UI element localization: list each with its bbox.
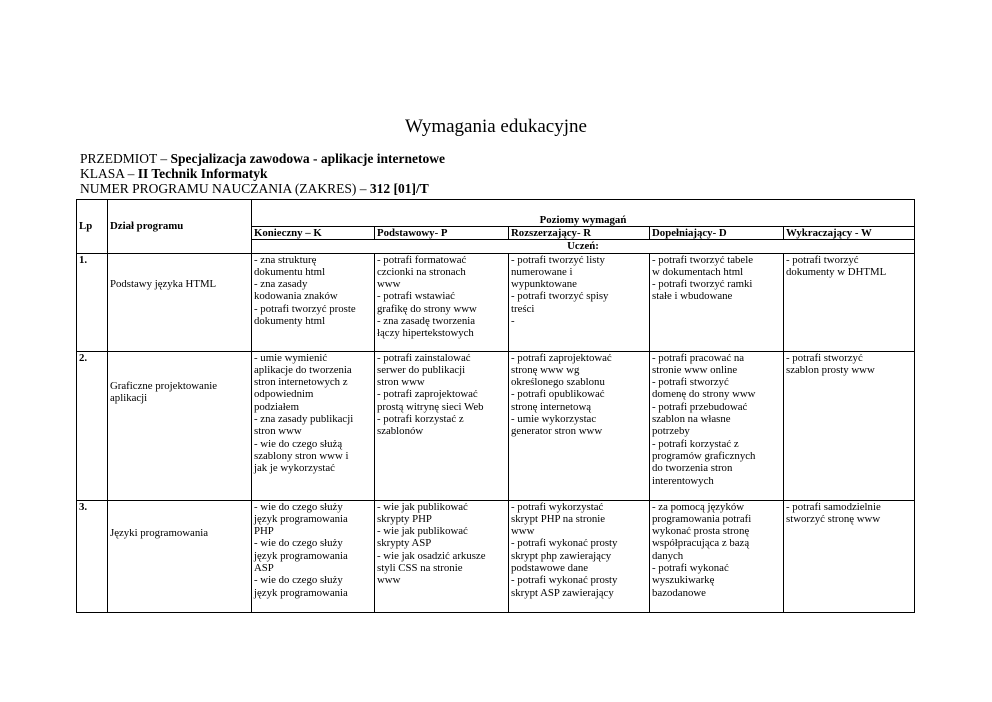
table-row	[77, 500, 915, 612]
requirement-line: generator stron www	[511, 425, 603, 438]
requirement-line: podstawowe dane	[511, 562, 589, 575]
requirement-line: treści	[511, 302, 535, 315]
requirement-line: aplikacje do tworzenia	[254, 363, 352, 376]
requirement-line: - umie wykorzystac	[511, 413, 597, 426]
requirement-line: numerowane i	[511, 265, 573, 278]
requirement-cell-r	[509, 351, 650, 500]
requirement-cell-r	[509, 253, 650, 351]
level-header-r: Rozszerzający- R	[509, 227, 650, 240]
requirement-line: - potrafi zainstalować	[377, 351, 471, 364]
requirement-line: - potrafi tworzyć spisy	[511, 290, 609, 303]
row-number: 2.	[77, 351, 108, 500]
requirement-line: - zna strukturę	[254, 253, 317, 266]
requirement-line: - umie wymienić	[254, 351, 328, 364]
requirement-line: w dokumentach html	[652, 265, 744, 278]
requirement-cell-k	[252, 351, 375, 500]
requirement-line: język programowania	[254, 512, 348, 525]
requirement-line: stron www	[377, 376, 425, 389]
section-name-text: Podstawy języka HTML	[110, 277, 217, 290]
requirement-line: - potrafi wstawiać	[377, 290, 455, 303]
program-label: NUMER PROGRAMU NAUCZANIA (ZAKRES) –	[80, 181, 370, 196]
requirement-line: stronę www wg	[511, 363, 580, 376]
section-name	[108, 351, 252, 500]
requirement-line: - potrafi formatować	[377, 253, 467, 266]
requirement-line: - wie jak publikować	[377, 525, 468, 538]
requirement-line: szablony stron www i	[254, 449, 349, 462]
level-header-k: Konieczny – K	[252, 227, 375, 240]
requirement-line: potrzeby	[652, 425, 690, 438]
requirement-line: - wie do czego służy	[254, 574, 343, 587]
lp-header: Lp	[77, 200, 108, 254]
row-number: 1.	[77, 253, 108, 351]
requirement-line: łączy hipertekstowych	[377, 327, 474, 340]
requirement-line: www	[377, 574, 401, 587]
requirement-line: skrypt ASP zawierający	[511, 586, 614, 599]
requirement-line: - zna zasady publikacji	[254, 413, 354, 426]
requirement-line: współpracująca z bazą	[652, 537, 750, 550]
requirement-line: prostą witrynę sieci Web	[377, 400, 484, 413]
requirement-line: - wie do czego służą	[254, 437, 343, 450]
requirement-line: - potrafi tworzyć tabele	[652, 253, 754, 266]
requirement-cell-d	[650, 351, 784, 500]
requirement-cell-w	[784, 500, 915, 612]
requirement-line: interentowych	[652, 474, 714, 487]
requirement-line: - potrafi korzystać z	[377, 413, 464, 426]
requirement-line: bazodanowe	[652, 586, 706, 599]
requirement-line: odpowiednim	[254, 388, 314, 401]
requirement-line: styli CSS na stronie	[377, 562, 463, 575]
requirement-line: ASP	[254, 562, 274, 575]
requirement-line: określonego szablonu	[511, 376, 605, 389]
requirement-line: - za pomocą języków	[652, 500, 745, 513]
requirement-line: wykonać prosta stronę	[652, 525, 750, 538]
requirement-line: - potrafi tworzyć proste	[254, 302, 356, 315]
requirement-line: - zna zasadę tworzenia	[377, 315, 476, 328]
requirement-line: - potrafi pracować na	[652, 351, 745, 364]
requirement-line: - potrafi wykonać	[652, 562, 729, 575]
requirement-line: - potrafi tworzyć listy	[511, 253, 605, 266]
requirement-line: stronie www online	[652, 363, 738, 376]
requirement-line: - potrafi tworzyć ramki	[652, 278, 753, 291]
requirement-line: serwer do publikacji	[377, 363, 466, 376]
section-name	[108, 253, 252, 351]
subject-value: Specjalizacja zawodowa - aplikacje internetowe	[170, 151, 445, 166]
table-row	[77, 253, 915, 351]
requirement-line: dokumenty html	[254, 315, 326, 328]
requirement-line: - potrafi przebudować	[652, 400, 748, 413]
requirement-line: skrypt PHP na stronie	[511, 512, 606, 525]
section-name-text: Graficzne projektowanie aplikacji	[110, 379, 218, 404]
table-row	[77, 351, 915, 500]
requirement-line: - potrafi opublikować	[511, 388, 605, 401]
requirement-line: szablonów	[377, 425, 424, 438]
requirement-cell-k	[252, 253, 375, 351]
requirement-line: programów graficznych	[652, 449, 756, 462]
requirement-line: stron www	[254, 425, 302, 438]
requirement-line: do tworzenia stron	[652, 462, 733, 475]
requirement-line: skrypty PHP	[377, 512, 432, 525]
level-header-d: Dopełniający- D	[650, 227, 784, 240]
section-name-text: Języki programowania	[110, 526, 209, 539]
requirement-cell-r	[509, 500, 650, 612]
requirement-line: szablon na własne	[652, 413, 731, 426]
requirement-line: kodowania znaków	[254, 290, 338, 303]
level-header-p: Podstawowy- P	[375, 227, 509, 240]
requirement-cell-d	[650, 500, 784, 612]
requirement-cell-p	[375, 253, 509, 351]
requirement-cell-k	[252, 500, 375, 612]
requirement-line: - potrafi wykonać prosty	[511, 537, 618, 550]
requirement-line: domenę do strony www	[652, 388, 756, 401]
student-header: Uczeń:	[252, 240, 915, 253]
row-number: 3.	[77, 500, 108, 612]
requirement-line: www	[377, 278, 401, 291]
requirement-line: dokumentu html	[254, 265, 326, 278]
requirement-cell-w	[784, 351, 915, 500]
requirement-line: - potrafi tworzyć	[786, 253, 859, 266]
section-header: Dział programu	[108, 200, 252, 254]
requirement-line: - potrafi wykonać prosty	[511, 574, 618, 587]
requirement-line: wypunktowane	[511, 278, 577, 291]
requirement-line: danych	[652, 549, 684, 562]
requirement-line: stałe i wbudowane	[652, 290, 733, 303]
requirement-line: - wie jak osadzić arkusze	[377, 549, 486, 562]
requirement-line: stworzyć stronę www	[786, 512, 881, 525]
subject-label: PRZEDMIOT –	[80, 151, 171, 166]
levels-header: Poziomy wymagań	[252, 200, 915, 227]
requirement-cell-d	[650, 253, 784, 351]
requirement-line: - wie do czego służy	[254, 500, 343, 513]
subject-line	[80, 151, 445, 166]
requirement-line: - potrafi zaprojektować	[377, 388, 478, 401]
requirement-line: czcionki na stronach	[377, 265, 466, 278]
requirement-line: - wie jak publikować	[377, 500, 468, 513]
class-value: II Technik Informatyk	[137, 166, 268, 181]
requirements-table	[76, 199, 915, 613]
requirement-line: - wie do czego służy	[254, 537, 343, 550]
requirement-line: język programowania	[254, 549, 348, 562]
requirement-line: jak je wykorzystać	[254, 462, 335, 475]
requirement-line: - potrafi samodzielnie	[786, 500, 881, 513]
requirement-line: skrypty ASP	[377, 537, 432, 550]
requirement-line: grafikę do strony www	[377, 302, 477, 315]
class-line	[80, 166, 268, 181]
requirement-cell-w	[784, 253, 915, 351]
requirement-line: www	[511, 525, 535, 538]
requirement-line: PHP	[254, 525, 274, 538]
requirement-line: - zna zasady	[254, 278, 308, 291]
requirement-line: - potrafi stworzyć	[652, 376, 729, 389]
program-line	[80, 181, 429, 196]
requirement-line: - potrafi stworzyć	[786, 351, 863, 364]
requirement-line: -	[511, 315, 515, 328]
requirement-line: skrypt php zawierający	[511, 549, 612, 562]
requirement-line: stron internetowych z	[254, 376, 348, 389]
requirement-line: dokumenty w DHTML	[786, 265, 887, 278]
requirement-line: język programowania	[254, 586, 348, 599]
requirement-line: stronę internetową	[511, 400, 592, 413]
requirement-cell-p	[375, 500, 509, 612]
class-label: KLASA –	[80, 166, 138, 181]
level-header-w: Wykraczający - W	[784, 227, 915, 240]
document-title: Wymagania edukacyjne	[405, 116, 587, 137]
program-value: 312 [01]/T	[369, 181, 429, 196]
requirement-cell-p	[375, 351, 509, 500]
requirement-line: podziałem	[254, 400, 299, 413]
requirement-line: szablon prosty www	[786, 363, 875, 376]
requirement-line: wyszukiwarkę	[652, 574, 715, 587]
section-name	[108, 500, 252, 612]
requirement-line: - potrafi wykorzystać	[511, 500, 604, 513]
requirement-line: - potrafi korzystać z	[652, 437, 739, 450]
requirement-line: programowania potrafi	[652, 512, 752, 525]
requirement-line: - potrafi zaprojektować	[511, 351, 612, 364]
